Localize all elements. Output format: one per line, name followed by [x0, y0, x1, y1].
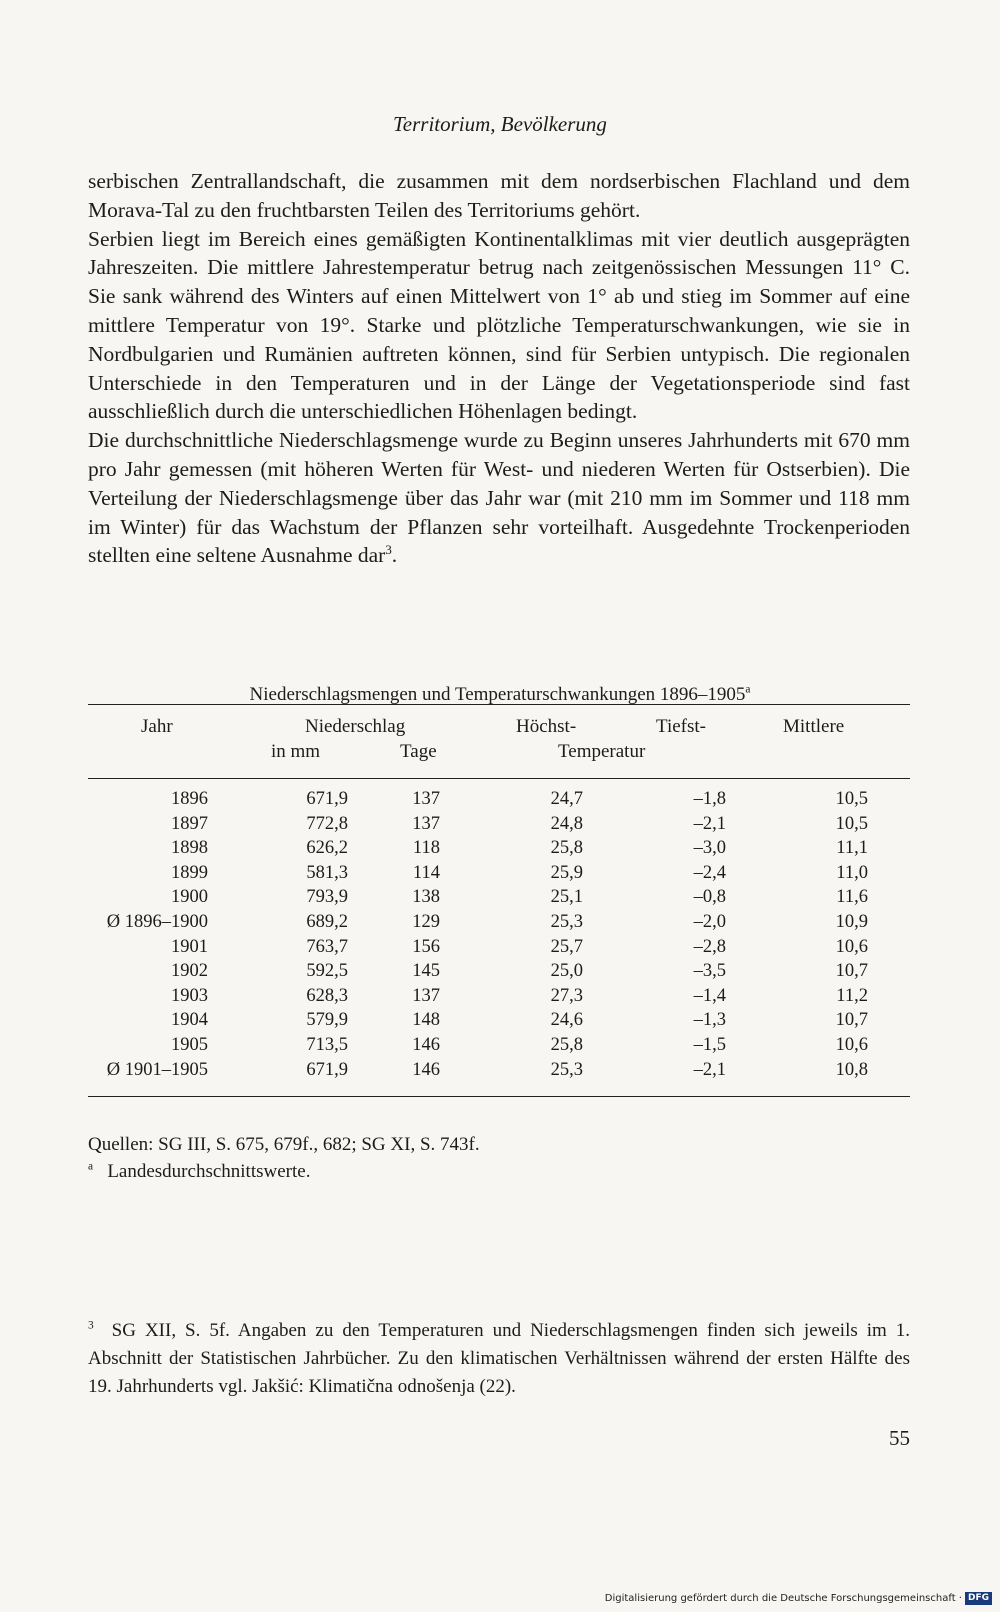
cell-tage: 146 — [412, 1035, 440, 1055]
cell-hoechst: 25,7 — [550, 936, 583, 957]
paragraph-3-text: Die durchschnittliche Niederschlagsmenge wurde zu Beginn unseres Jahrhunderts mit 670 mm pro Jahr gemessen (mit höheren Werten für West- und niederen Werten für Ostserbien). Die Verteilung der Niederschlagsmenge über das Jahr war (mit 210 mm im Sommer und 118 mm im Winter) für das Wachstum der Pflanzen sehr vorteilhaft. Ausgedehnte Trockenperioden stellten eine seltene Ausnahme dar — [88, 428, 910, 568]
cell-hoechst: 24,8 — [550, 813, 583, 834]
cell-tiefst: –3,5 — [693, 961, 726, 982]
table-row — [88, 937, 910, 962]
cell-jahr: 1904 — [171, 1010, 208, 1031]
table-row — [88, 1060, 910, 1085]
footnote-3 — [88, 1317, 910, 1401]
cell-hoechst: 25,3 — [550, 1059, 583, 1080]
cell-tage: 129 — [412, 912, 440, 932]
credit-text: Digitalisierung gefördert durch die Deutsche Forschungsgemeinschaft · — [604, 1593, 962, 1604]
cell-hoechst: 25,0 — [550, 961, 583, 982]
cell-mittlere: 11,1 — [836, 838, 868, 859]
table-note-marker: a — [88, 1160, 94, 1173]
cell-hoechst: 25,1 — [550, 887, 583, 908]
cell-jahr: 1899 — [171, 862, 208, 883]
cell-tiefst: –2,4 — [693, 862, 726, 883]
cell-niederschlag-mm: 713,5 — [306, 1035, 348, 1055]
cell-tiefst: –2,8 — [693, 936, 726, 957]
cell-jahr: 1902 — [171, 961, 208, 982]
cell-mittlere: 11,2 — [836, 985, 868, 1006]
cell-jahr: 1898 — [171, 838, 208, 859]
table-note-a — [88, 1161, 310, 1183]
cell-jahr: 1901 — [171, 936, 208, 957]
cell-niederschlag-mm: 671,9 — [306, 1059, 348, 1080]
cell-mittlere: 10,6 — [835, 1035, 868, 1055]
footnote-ref[interactable]: 3 — [385, 543, 392, 558]
cell-niederschlag-mm: 581,3 — [306, 862, 348, 883]
cell-niederschlag-mm: 763,7 — [306, 936, 348, 957]
cell-tiefst: –1,3 — [693, 1010, 726, 1031]
cell-mittlere: 10,7 — [835, 1010, 868, 1031]
cell-hoechst: 25,9 — [550, 862, 583, 883]
cell-tage: 148 — [412, 1010, 440, 1031]
cell-tage: 137 — [412, 985, 440, 1006]
header-tiefst: Tiefst- — [656, 716, 706, 737]
cell-tage: 137 — [412, 789, 440, 809]
cell-tiefst: –2,0 — [693, 912, 726, 932]
header-hoechst: Höchst- — [516, 716, 577, 737]
table-row — [88, 838, 910, 863]
header-niederschlag: Niederschlag — [305, 716, 406, 737]
table-note-text: Landesdurchschnittswerte. — [107, 1161, 311, 1182]
cell-hoechst: 24,7 — [550, 789, 583, 809]
cell-hoechst: 24,6 — [550, 1010, 583, 1031]
table-row — [88, 912, 910, 937]
cell-tiefst: –1,5 — [693, 1035, 726, 1055]
cell-mittlere: 10,6 — [835, 936, 868, 957]
paragraph-3 — [88, 426, 910, 570]
table-title: Niederschlagsmengen und Temperaturschwankungen 1896–1905$^a$ — [249, 683, 751, 705]
page-number: 55 — [889, 1426, 910, 1450]
body-text — [88, 167, 910, 570]
running-header: Territorium, Bevölkerung — [393, 112, 607, 136]
paragraph-1: serbischen Zentrallandschaft, die zusammen mit dem nordserbischen Flachland und dem Morava-Tal zu den fruchtbarsten Teilen des Territoriums gehört. — [88, 169, 910, 222]
table-header — [88, 716, 910, 776]
cell-mittlere: 10,5 — [835, 813, 868, 834]
cell-niederschlag-mm: 793,9 — [306, 887, 348, 908]
cell-hoechst: 25,3 — [550, 912, 583, 932]
header-temperatur: Temperatur — [558, 741, 646, 762]
cell-jahr: Ø 1901–1905 — [106, 1059, 208, 1080]
cell-hoechst: 25,8 — [550, 1035, 583, 1055]
cell-niederschlag-mm: 579,9 — [306, 1010, 348, 1031]
cell-tage: 137 — [412, 813, 440, 834]
cell-jahr: 1900 — [171, 887, 208, 908]
cell-tage: 138 — [412, 887, 440, 908]
table-row — [88, 1035, 910, 1060]
header-in-mm: in mm — [271, 741, 321, 762]
table-row — [88, 789, 910, 814]
cell-tiefst: –1,8 — [693, 789, 726, 809]
table-row — [88, 1010, 910, 1035]
paragraph-2: Serbien liegt im Bereich eines gemäßigten Kontinentalklimas mit vier deutlich ausgeprägten Jahreszeiten. Die mittlere Jahrestemperatur betrug nach zeitgenössischen Messungen 11° C. Sie sank während des Winters auf einen Mittelwert von 1° ab und stieg im Sommer auf eine mittlere Temperatur von 19°. Starke und plötzliche Temperaturschwankungen, wie sie in Nordbulgarien und Rumänien auftreten können, sind für Serbien untypisch. Die regionalen Unterschiede in den Temperaturen und in der Länge der Vegetationsperiode sind fast ausschließlich durch die unterschiedlichen Höhenlagen bedingt. — [88, 226, 910, 424]
cell-hoechst: 25,8 — [550, 838, 583, 859]
cell-jahr: 1897 — [171, 813, 208, 834]
cell-tage: 145 — [412, 961, 440, 982]
cell-tage: 114 — [412, 862, 440, 883]
table-sources: Quellen: SG III, S. 675, 679f., 682; SG XI, S. 743f. — [88, 1134, 480, 1155]
cell-tage: 118 — [412, 838, 440, 859]
cell-tage: 156 — [412, 936, 440, 957]
table-header-rule — [88, 778, 910, 779]
cell-jahr: 1896 — [171, 789, 208, 809]
cell-jahr: 1905 — [171, 1035, 208, 1055]
table-row — [88, 887, 910, 912]
table-note-ref[interactable]: a — [745, 683, 751, 696]
table-bottom-rule — [88, 1096, 910, 1097]
footnote-marker: 3 — [88, 1319, 94, 1332]
table-row — [88, 986, 910, 1011]
cell-hoechst: 27,3 — [550, 985, 583, 1006]
cell-niederschlag-mm: 772,8 — [306, 813, 348, 834]
cell-mittlere: 10,5 — [835, 789, 868, 809]
cell-mittlere: 11,6 — [836, 887, 868, 908]
header-jahr: Jahr — [141, 716, 173, 737]
cell-tiefst: –3,0 — [693, 838, 726, 859]
cell-mittlere: 11,0 — [836, 862, 868, 883]
cell-niederschlag-mm: 628,3 — [306, 985, 348, 1006]
table-row — [88, 961, 910, 986]
cell-jahr: 1903 — [171, 985, 208, 1006]
paragraph-3-end: . — [391, 543, 398, 568]
dfg-logo: DFG — [965, 1592, 992, 1605]
digitization-credit — [605, 1592, 992, 1605]
cell-jahr: Ø 1896–1900 — [106, 912, 208, 932]
footnote-text: SG XII, S. 5f. Angaben zu den Temperaturen und Niederschlagsmengen finden sich jeweils im 1. Abschnitt der Statistischen Jahrbücher. Zu den klimatischen Verhältnissen während der ersten Hälfte des 19. Jahrhunderts vgl. Jakšić: Klimatična odnošenja (22). — [88, 1320, 911, 1397]
table-row — [88, 863, 910, 888]
cell-tiefst: –2,1 — [693, 813, 726, 834]
header-mittlere: Mittlere — [783, 716, 845, 737]
cell-mittlere: 10,9 — [835, 912, 868, 932]
cell-niederschlag-mm: 626,2 — [306, 838, 348, 859]
table-row — [88, 814, 910, 839]
cell-niederschlag-mm: 689,2 — [306, 912, 348, 932]
cell-tiefst: –2,1 — [693, 1059, 726, 1080]
cell-niederschlag-mm: 671,9 — [306, 789, 348, 809]
cell-niederschlag-mm: 592,5 — [306, 961, 348, 982]
cell-mittlere: 10,8 — [835, 1059, 868, 1080]
cell-tiefst: –1,4 — [693, 985, 726, 1006]
cell-mittlere: 10,7 — [835, 961, 868, 982]
table-top-rule — [88, 704, 910, 705]
cell-tiefst: –0,8 — [693, 887, 726, 908]
cell-tage: 146 — [412, 1059, 440, 1080]
header-tage: Tage — [400, 741, 437, 762]
